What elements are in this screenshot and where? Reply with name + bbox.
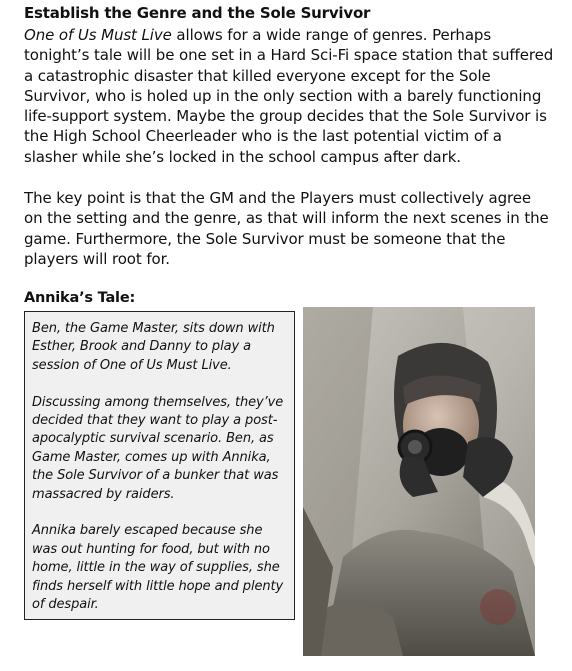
- game-title: One of Us Must Live: [24, 26, 172, 44]
- section-heading: Establish the Genre and the Sole Survivor: [24, 4, 371, 22]
- sidebar-heading: Annika’s Tale:: [24, 290, 136, 306]
- sidebar-paragraph-1: Ben, the Game Master, sits down with Esther, Brook and Danny to play a session of One of Us Must Live.: [32, 321, 275, 373]
- survivor-photo: [303, 307, 535, 656]
- intro-paragraph: [24, 25, 554, 167]
- key-point-paragraph: The key point is that the GM and the Players must collectively agree on the setting and the genre, as that will inform the next scenes in the game. Furthermore, the Sole Survivor must be someone that the players will root for.: [24, 189, 549, 268]
- example-sidebar-box: [24, 311, 295, 620]
- sidebar-paragraph-2: Discussing among themselves, they’ve decided that they want to play a post-apocalyptic survival scenario. Ben, as Game Master, comes up with Annika, the Sole Survivor of a bunker that was massacred by raiders.: [32, 394, 284, 502]
- intro-paragraph-text: allows for a wide range of genres. Perhaps tonight’s tale will be one set in a Hard Sci-Fi space station that suffered a catastrophic disaster that killed everyone except for the Sole Survivor, who is holed up in the only section with a barely functioning life-support system. Maybe the group decides that the Sole Survivor is the High School Cheerleader who is the last potential victim of a slasher while she’s locked in the school campus after dark.: [24, 26, 554, 166]
- sidebar-paragraph-3: Annika barely escaped because she was out hunting for food, but with no home, little in the way of supplies, she finds herself with little hope and plenty of despair.: [32, 523, 284, 613]
